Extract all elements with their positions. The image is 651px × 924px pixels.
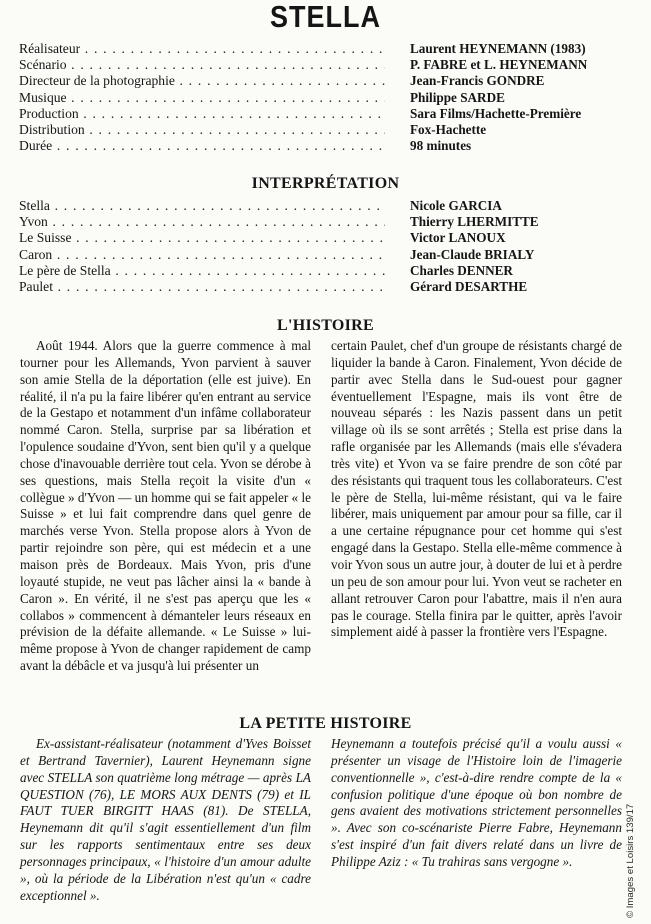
histoire-column-left <box>20 338 311 675</box>
technical-credits <box>19 41 619 154</box>
cast-row <box>19 263 619 279</box>
histoire-heading: L'HISTOIRE <box>277 317 374 334</box>
credit-label: Durée . . . <box>19 138 385 154</box>
credit-label: Distribution . . . <box>19 122 385 138</box>
cast-list <box>19 198 619 295</box>
credit-value: Philippe SARDE <box>410 89 505 105</box>
petite-histoire-heading: LA PETITE HISTOIRE <box>239 715 412 732</box>
cast-row <box>19 230 619 246</box>
credit-value: P. FABRE et L. HEYNEMANN <box>410 57 588 73</box>
credit-label: Production . . . <box>19 106 385 122</box>
page-title: STELLA <box>270 0 381 34</box>
credit-value: Jean-Francis GONDRE <box>410 73 545 89</box>
credit-row <box>19 57 619 73</box>
cast-role: Le père de Stella . . . <box>19 263 385 279</box>
histoire-column-right <box>331 338 622 641</box>
cast-role: Stella . . . <box>19 198 385 214</box>
histoire-paragraph: certain Paulet, chef d'un groupe de résistants chargé de liquider la bande à Caron. Finalement, Yvon décide de partir avec Stella dans le Sud-ouest pour gagner éventuellement l'Espagne, mais ils vont être de nouveau séparés : les Nazis passent dans un petit village où ils se sont arrêtés ; Stella est prise dans la rafle organisée par les Allemands (mais elle s'évadera très vite) et Yvon va se faire prendre de son côté par des résistants qui traquent tous les collaborateurs. C'est le père de Stella, lui-même résistant, qui va le faire libérer, mais uniquement par amour pour sa fille, car il a une certaine répugnance pour cet homme qui s'est engagé dans la Gestapo. Stella elle-même commence à voir Yvon sous un autre jour, à douter de lui et à perdre un peu de son amour pour lui. Yvon veut se racheter en allant retrouver Caron pour l'abattre, mais il n'en aura pas le courage. Stella finira par le quitter, après l'avoir simplement aidé à passer la frontière vers l'Espagne. <box>331 338 622 640</box>
credit-row <box>19 90 619 106</box>
cast-row <box>19 198 619 214</box>
credit-label: Réalisateur . . . <box>19 41 385 57</box>
petite-histoire-column-left <box>20 736 311 904</box>
histoire-paragraph: Août 1944. Alors que la guerre commence à mal tourner pour les Allemands, Yvon parvient à sauver son amie Stella de la déportation (elle est juive). En réalité, il n'a pu la faire libérer qu'en entrant au service de la Gestapo et notamment d'un infâme collaborateur nommé Caron. Stella, surprise par sa libération et l'opulence soudaine d'Yvon, sent bien qu'il y a quelque chose d'inavouable derrière tout cela. Yvon se dérobe à ses questions, mais Stella reçoit la visite d'un « collègue » d'Yvon — un homme qui se fait appeler « le Suisse » et lui fait comprendre dans quel genre de marchés verse Yvon. Stella propose alors à Yvon de partir rejoindre son père, qui est médecin et a une maison près de Bordeaux. Mais Yvon, pris d'une loyauté stupide, ne veut pas lâcher ainsi la « bande à Caron ». En vérité, il ne s'est pas aperçu que les « collabos » commencent à démanteler leurs réseaux en prévision de la défaite allemande. « Le Suisse » lui-même propose à Yvon de changer rapidement de camp avant la débâcle et va jusqu'à lui présenter un <box>20 338 311 674</box>
petite-histoire-paragraph: Heynemann a toutefois précisé qu'il a voulu aussi « présenter un visage de l'Histoire loin de l'imagerie conventionnelle », c'est-à-dire rendre compte de la « confusion politique d'une époque où bon nombre de gens avaient des motivations strictement personnelles ». Avec son co-scénariste Pierre Fabre, Heynemann s'est inspiré d'un fait divers relaté dans un livre de Philippe Aziz : « Tu trahiras sans vergogne ». <box>331 736 622 869</box>
credit-row <box>19 122 619 138</box>
cast-actor: Gérard DESARTHE <box>410 278 528 294</box>
credit-label: Scénario . . . <box>19 57 385 73</box>
cast-row <box>19 214 619 230</box>
credit-value: 98 minutes <box>410 138 472 154</box>
credit-label: Musique . . . <box>19 90 385 106</box>
cast-actor: Thierry LHERMITTE <box>410 214 539 230</box>
petite-histoire-column-right <box>331 736 622 871</box>
cast-actor: Charles DENNER <box>410 262 513 278</box>
credit-value: Sara Films/Hachette-Première <box>410 105 582 121</box>
credit-value: Fox-Hachette <box>410 121 487 137</box>
cast-actor: Victor LANOUX <box>410 230 506 246</box>
petite-histoire-paragraph: Ex-assistant-réalisateur (notamment d'Yves Boisset et Bertrand Tavernier), Laurent Heynemann signe avec STELLA son quatrième long métrage — après LA QUESTION (76), LE MORS AUX DENTS (79) et IL FAUT TUER BIRGITT HAAS (81). De STELLA, Heynemann dit qu'il s'agit essentiellement d'un film sur les rapports sentimentaux entre ses deux personnages principaux, « l'histoire d'un amour adulte », où la période de la Libération n'est qu'un « cadre exceptionnel ». <box>20 736 311 903</box>
credit-row <box>19 73 619 89</box>
credit-label: Directeur de la photographie . . . <box>19 73 385 89</box>
cast-actor: Jean-Claude BRIALY <box>410 246 535 262</box>
credit-row <box>19 138 619 154</box>
cast-row <box>19 247 619 263</box>
cast-role: Paulet . . . <box>19 279 385 295</box>
credit-row <box>19 106 619 122</box>
copyright-notice: © Images et Loisirs 139/17 <box>625 803 636 918</box>
interpretation-heading: INTERPRÉTATION <box>251 175 400 192</box>
cast-row <box>19 279 619 295</box>
cast-role: Caron . . . <box>19 247 385 263</box>
cast-role: Yvon . . . <box>19 214 385 230</box>
cast-role: Le Suisse . . . <box>19 230 385 246</box>
cast-actor: Nicole GARCIA <box>410 198 502 213</box>
credit-row <box>19 41 619 57</box>
credit-value: Laurent HEYNEMANN (1983) <box>410 41 586 56</box>
